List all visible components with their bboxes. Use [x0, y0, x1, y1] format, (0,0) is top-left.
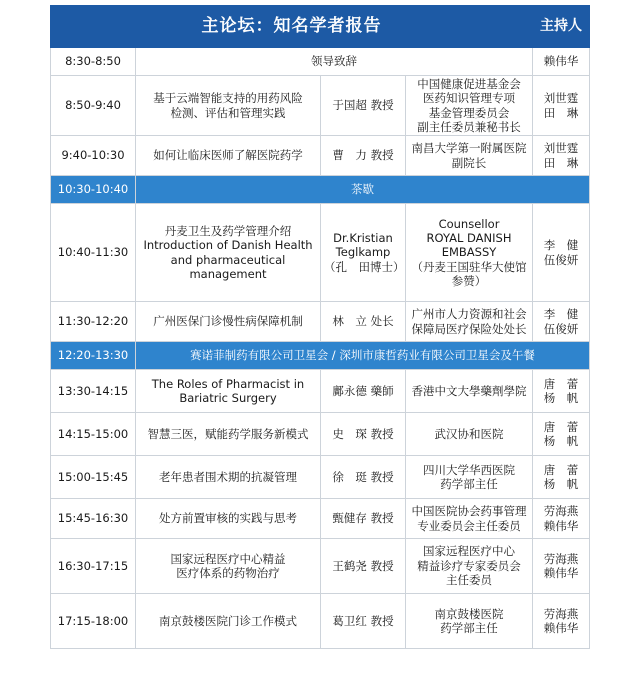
break-row: [51, 342, 590, 370]
session-host: 刘世霆 田 琳: [533, 76, 590, 136]
session-row: [51, 594, 590, 649]
session-row: [51, 48, 590, 76]
session-topic: 基于云端智能支持的用药风险 检测、评估和管理实践: [136, 76, 321, 136]
session-host: 李 健 伍俊妍: [533, 204, 590, 302]
session-host: 刘世霆 田 琳: [533, 136, 590, 176]
break-row: [51, 176, 590, 204]
session-affiliation: 武汉协和医院: [406, 413, 533, 456]
session-time: 10:40-11:30: [51, 204, 136, 302]
session-topic: 智慧三医，赋能药学服务新模式: [136, 413, 321, 456]
session-topic: 领导致辞: [136, 48, 533, 76]
session-host: 唐 蕾 杨 帆: [533, 456, 590, 499]
session-row: [51, 136, 590, 176]
session-host: 赖伟华: [533, 48, 590, 76]
session-time: 15:45-16:30: [51, 499, 136, 539]
session-host: 唐 蕾 杨 帆: [533, 370, 590, 413]
session-row: [51, 76, 590, 136]
session-host: 李 健 伍俊妍: [533, 302, 590, 342]
session-speaker: 林 立 处长: [321, 302, 406, 342]
session-time: 16:30-17:15: [51, 539, 136, 594]
forum-title: 主论坛：知名学者报告: [51, 6, 533, 48]
session-speaker: 甄健存 教授: [321, 499, 406, 539]
session-time: 12:20-13:30: [51, 342, 136, 370]
schedule-table: [50, 5, 590, 649]
session-time: 13:30-14:15: [51, 370, 136, 413]
schedule-body: [51, 48, 590, 649]
session-affiliation: 广州市人力资源和社会 保障局医疗保险处处长: [406, 302, 533, 342]
session-speaker: 史 琛 教授: [321, 413, 406, 456]
session-topic: 广州医保门诊慢性病保障机制: [136, 302, 321, 342]
session-time: 15:00-15:45: [51, 456, 136, 499]
session-speaker: 葛卫红 教授: [321, 594, 406, 649]
session-row: [51, 456, 590, 499]
session-row: [51, 413, 590, 456]
break-label: 茶歇: [136, 176, 590, 204]
host-column-header: 主持人: [533, 6, 590, 48]
session-speaker: 徐 珽 教授: [321, 456, 406, 499]
session-host: 唐 蕾 杨 帆: [533, 413, 590, 456]
session-time: 8:30-8:50: [51, 48, 136, 76]
session-affiliation: 中国医院协会药事管理 专业委员会主任委员: [406, 499, 533, 539]
session-topic: The Roles of Pharmacist in Bariatric Surgery: [136, 370, 321, 413]
session-row: [51, 204, 590, 302]
session-row: [51, 539, 590, 594]
session-affiliation: 国家远程医疗中心 精益诊疗专家委员会 主任委员: [406, 539, 533, 594]
session-affiliation: 南京鼓楼医院 药学部主任: [406, 594, 533, 649]
session-time: 14:15-15:00: [51, 413, 136, 456]
session-row: [51, 370, 590, 413]
session-time: 17:15-18:00: [51, 594, 136, 649]
session-speaker: 曹 力 教授: [321, 136, 406, 176]
session-time: 11:30-12:20: [51, 302, 136, 342]
session-topic: 如何让临床医师了解医院药学: [136, 136, 321, 176]
header-row: [51, 6, 590, 48]
session-host: 劳海燕 赖伟华: [533, 499, 590, 539]
session-time: 9:40-10:30: [51, 136, 136, 176]
session-topic: 国家远程医疗中心精益 医疗体系的药物治疗: [136, 539, 321, 594]
session-affiliation: 南昌大学第一附属医院 副院长: [406, 136, 533, 176]
break-label: 赛诺菲制药有限公司卫星会 / 深圳市康哲药业有限公司卫星会及午餐: [136, 342, 590, 370]
session-topic: 处方前置审核的实践与思考: [136, 499, 321, 539]
session-affiliation: Counsellor ROYAL DANISH EMBASSY （丹麦王国驻华大使馆 参赞）: [406, 204, 533, 302]
session-affiliation: 四川大学华西医院 药学部主任: [406, 456, 533, 499]
session-time: 10:30-10:40: [51, 176, 136, 204]
session-topic: 老年患者围术期的抗凝管理: [136, 456, 321, 499]
session-speaker: Dr.Kristian Teglkamp （孔 田博士）: [321, 204, 406, 302]
session-host: 劳海燕 赖伟华: [533, 539, 590, 594]
session-host: 劳海燕 赖伟华: [533, 594, 590, 649]
session-affiliation: 中国健康促进基金会 医药知识管理专项 基金管理委员会 副主任委员兼秘书长: [406, 76, 533, 136]
session-affiliation: 香港中文大學藥劑學院: [406, 370, 533, 413]
session-topic: 丹麦卫生及药学管理介绍 Introduction of Danish Health and pharmaceutical management: [136, 204, 321, 302]
session-topic: 南京鼓楼医院门诊工作模式: [136, 594, 321, 649]
session-time: 8:50-9:40: [51, 76, 136, 136]
session-speaker: 王鹤尧 教授: [321, 539, 406, 594]
session-speaker: 于国超 教授: [321, 76, 406, 136]
session-row: [51, 499, 590, 539]
session-speaker: 鄺永德 藥師: [321, 370, 406, 413]
session-row: [51, 302, 590, 342]
